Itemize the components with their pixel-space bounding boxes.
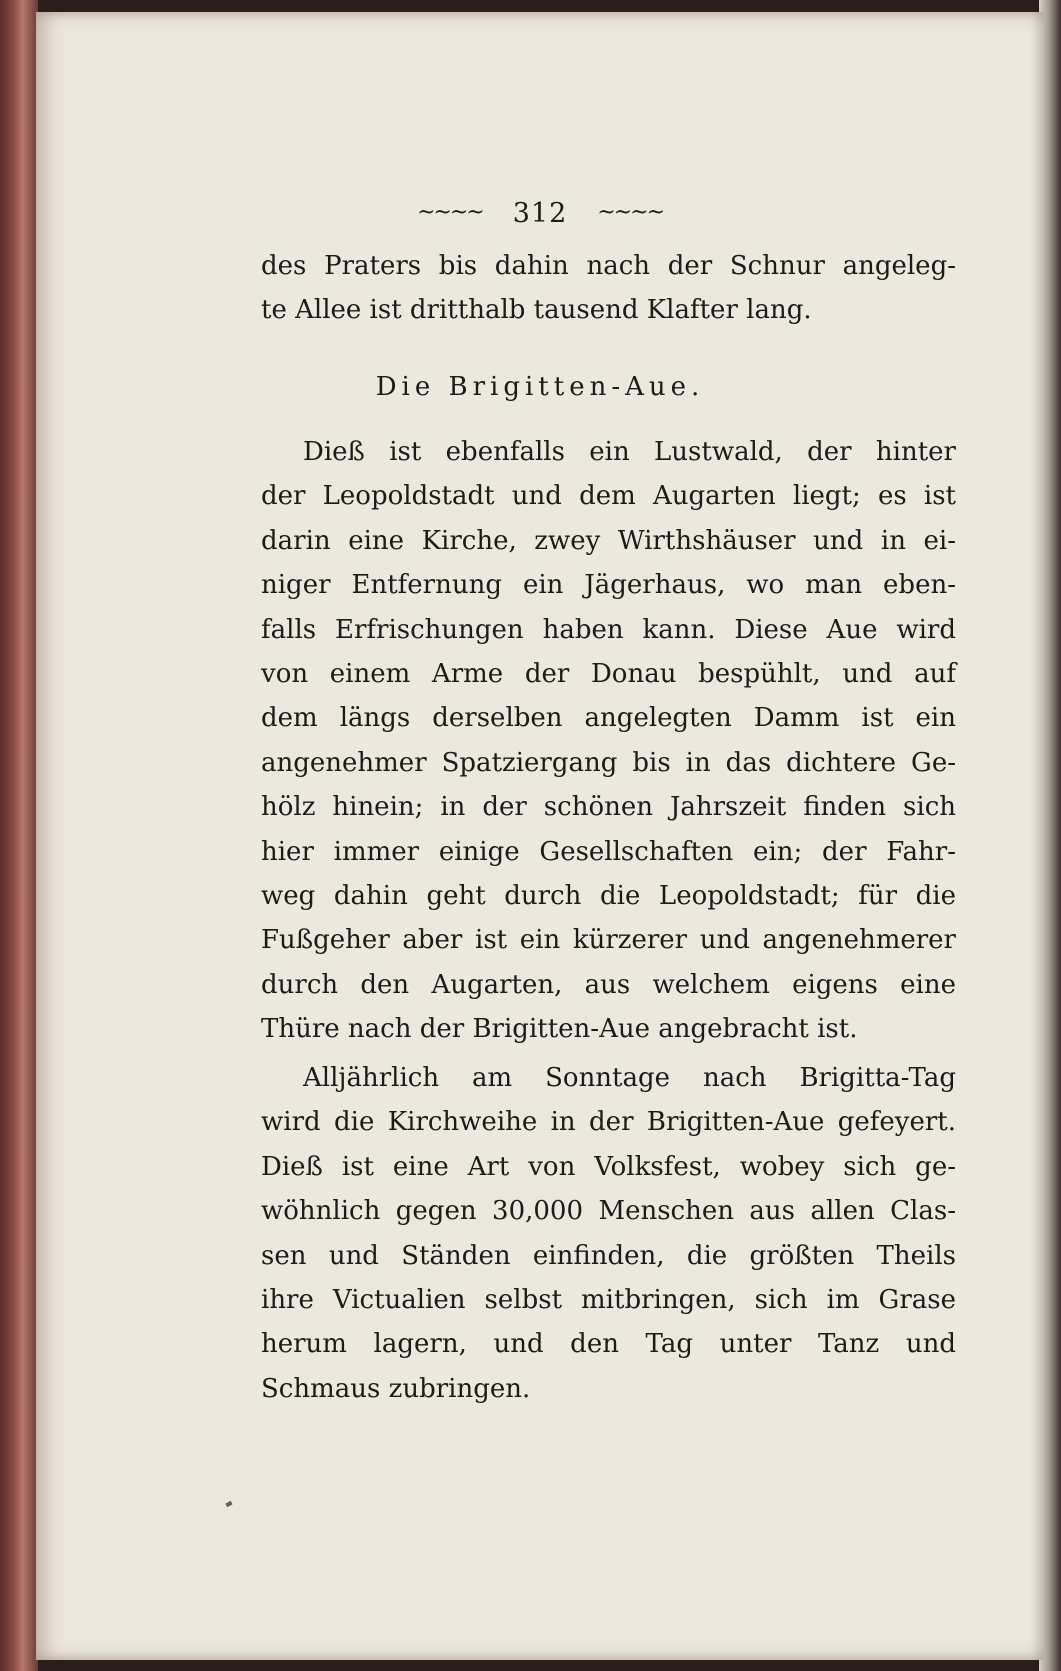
text-line: te Allee ist dritthalb tausend Klafter lang. (261, 295, 812, 326)
header-ornament-right: ~~~~ (597, 200, 663, 225)
text-line: ihre Victualien selbst mitbringen, sich im Grase (261, 1284, 956, 1315)
page-number: 312 (512, 198, 568, 229)
text-line: dem längs derselben angelegten Damm ist ein (261, 703, 956, 734)
text-line: Alljährlich am Sonntage nach Brigitta-Tag (303, 1063, 956, 1093)
text-line: sen und Ständen einfinden, die größten Theils (261, 1240, 956, 1271)
text-line: der Leopoldstadt und dem Augarten liegt; es ist (261, 481, 956, 512)
text-line: Dieß ist eine Art von Volksfest, wobey sich ge- (261, 1151, 956, 1182)
section-title: Die Brigitten-Aue. (375, 372, 705, 402)
text-line: von einem Arme der Donau bespühlt, und auf (261, 658, 956, 689)
text-line: hier immer einige Gesellschaften ein; der Fahr- (261, 836, 956, 867)
text-line: wird die Kirchweihe in der Brigitten-Aue gefeyert. (261, 1107, 956, 1138)
paragraph-2 (261, 1056, 956, 1411)
text-line: Schmaus zubringen. (261, 1373, 531, 1404)
text-line: herum lagern, und den Tag unter Tanz und (261, 1329, 956, 1360)
text-line: des Praters bis dahin nach der Schnur angeleg- (261, 251, 956, 281)
book-spine (0, 0, 38, 1671)
text-line: durch den Augarten, aus welchem eigens eine (261, 969, 956, 1000)
text-line: Dieß ist ebenfalls ein Lustwald, der hinter (303, 437, 956, 467)
text-line: angenehmer Spatziergang bis in das dichtere Ge- (261, 747, 956, 778)
text-line: darin eine Kirche, zwey Wirthshäuser und in ei- (261, 525, 956, 556)
ink-speck (225, 1501, 232, 1507)
text-line: niger Entfernung ein Jägerhaus, wo man eben- (261, 570, 956, 601)
text-line: falls Erfrischungen haben kann. Diese Aue wird (261, 614, 956, 645)
text-line: hölz hinein; in der schönen Jahrszeit finden sich (261, 792, 956, 823)
text-line: Fußgeher aber ist ein kürzerer und angenehmerer (261, 925, 956, 956)
text-line: wöhnlich gegen 30,000 Menschen aus allen Clas- (261, 1196, 956, 1227)
paragraph-1 (261, 430, 956, 1051)
book-page (36, 12, 1044, 1660)
text-line: weg dahin geht durch die Leopoldstadt; für die (261, 880, 956, 911)
header-ornament-left: ~~~~ (416, 200, 483, 225)
continuation-text (261, 244, 956, 333)
text-line: Thüre nach der Brigitten-Aue angebracht ist. (261, 1014, 858, 1045)
page-header (36, 198, 1044, 229)
